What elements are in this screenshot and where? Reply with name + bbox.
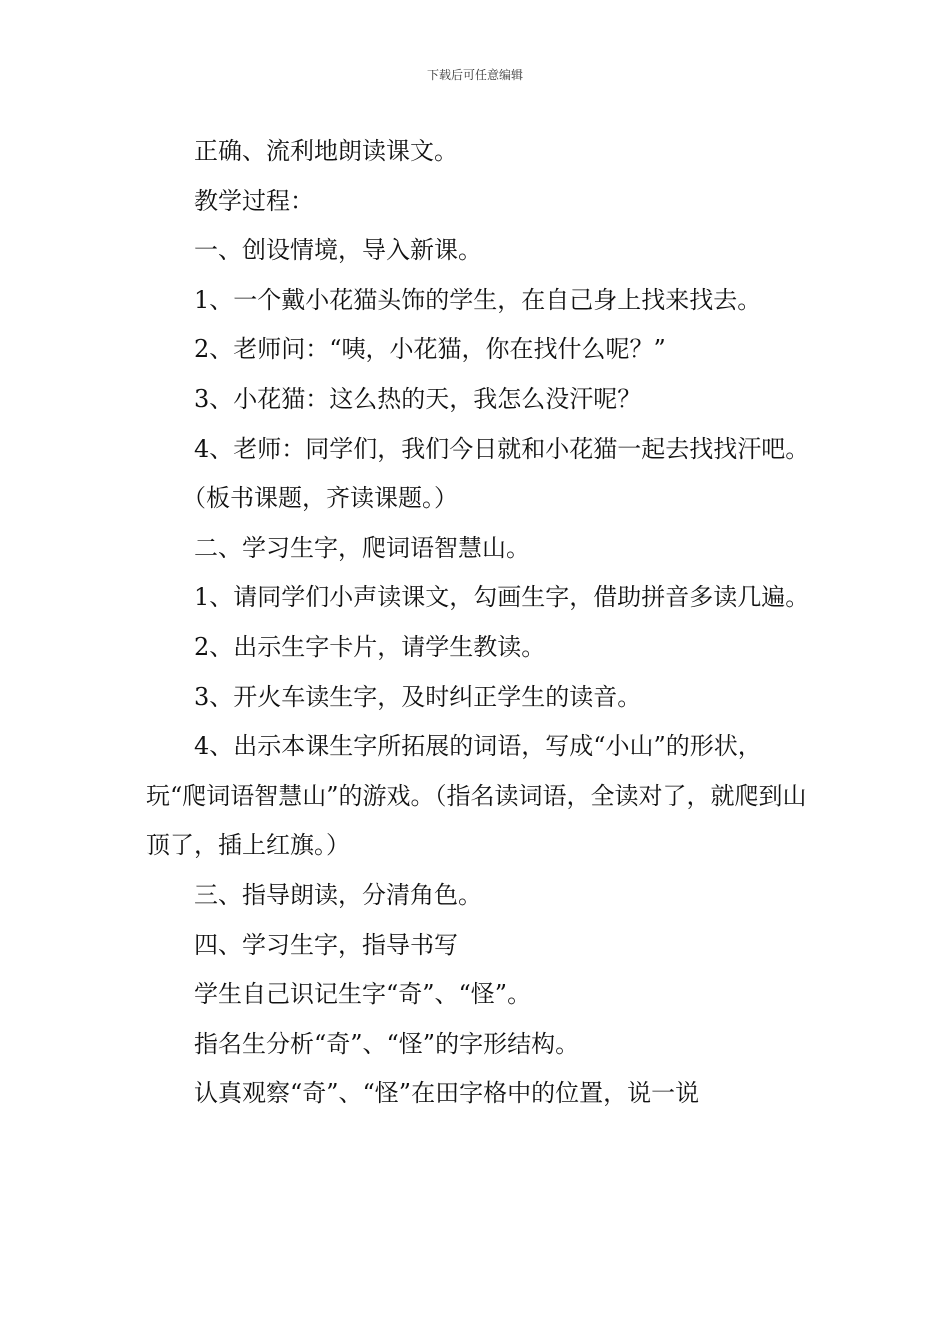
paragraph: 认真观察“奇”、“怪”在田字格中的位置，说一说 xyxy=(194,1079,700,1108)
list-item: 4、老师：同学们，我们今日就和小花猫一起去找找汗吧。 xyxy=(194,434,810,463)
list-item: 1、一个戴小花猫头饰的学生，在自己身上找来找去。 xyxy=(194,285,762,314)
list-item: 2、老师问：“咦，小花猫，你在找什么呢？” xyxy=(194,335,666,364)
paragraph: 指名生分析“奇”、“怪”的字形结构。 xyxy=(194,1029,580,1058)
section-heading: 一、创设情境，导入新课。 xyxy=(194,236,482,265)
paragraph: 正确、流利地朗读课文。 xyxy=(194,137,458,165)
paragraph: （板书课题，齐读课题。） xyxy=(182,484,458,513)
list-item: 2、出示生字卡片，请学生教读。 xyxy=(194,632,546,661)
list-item: 1、请同学们小声读课文，勾画生字，借助拼音多读几遍。 xyxy=(194,583,810,612)
list-item: 3、小花猫：这么热的天，我怎么没汗呢？ xyxy=(194,384,642,413)
list-item: 3、开火车读生字，及时纠正学生的读音。 xyxy=(194,682,642,711)
document-body xyxy=(146,127,816,1119)
section-heading: 二、学习生字，爬词语智慧山。 xyxy=(194,533,530,562)
page-header-note: 下载后可任意编辑 xyxy=(426,68,523,82)
paragraph: 学生自己识记生字“奇”、“怪”。 xyxy=(194,980,532,1009)
section-heading: 四、学习生字，指导书写 xyxy=(194,930,458,959)
list-item: 4、出示本课生字所拓展的词语，写成“小山”的形状，玩“爬词语智慧山”的游戏。（指名读词语，全读对了，就爬到山顶了，插上红旗。） xyxy=(146,732,807,860)
paragraph: 教学过程： xyxy=(194,186,314,215)
section-heading: 三、指导朗读，分清角色。 xyxy=(194,880,482,909)
